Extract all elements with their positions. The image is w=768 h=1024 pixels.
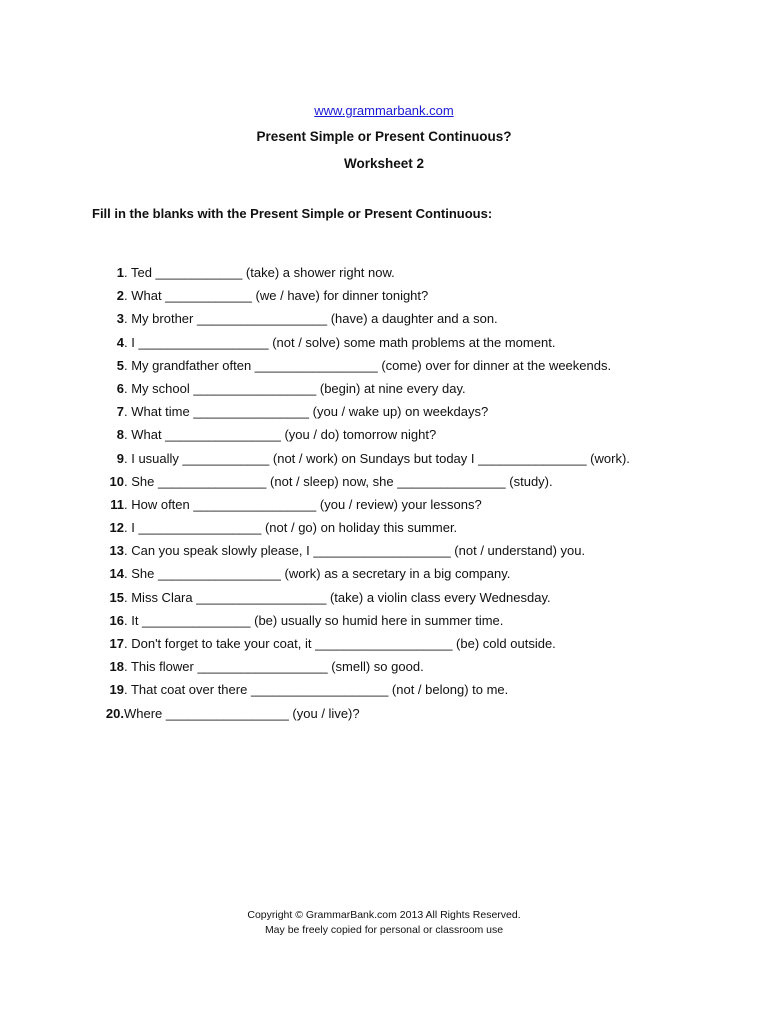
exercise-text: . My grandfather often _________________ (come) over for dinner at the weekends. [124,357,612,373]
exercise-text: . She _________________ (work) as a secretary in a big company. [124,566,511,582]
exercise-item [100,474,720,497]
exercise-text: . I __________________ (not / solve) some math problems at the moment. [124,334,556,350]
exercise-item [100,335,720,358]
exercise-number: 1 [116,265,124,280]
exercise-item [100,381,720,404]
exercise-item [100,427,720,450]
exercise-item [100,358,720,381]
footer-copyright: Copyright © GrammarBank.com 2013 All Rights Reserved. [247,909,521,921]
exercise-number: 16 [109,612,124,628]
page-title: Present Simple or Present Continuous? [256,129,512,144]
exercise-item [100,265,720,288]
exercise-text: . My brother __________________ (have) a daughter and a son. [124,311,498,327]
exercise-text: . This flower __________________ (smell) so good. [124,659,424,675]
exercise-text: . What ________________ (you / do) tomorrow night? [124,427,437,443]
exercise-list [100,265,720,729]
exercise-number: 11 [110,496,124,512]
exercise-item [100,636,720,659]
exercise-number: 9 [116,450,124,466]
exercise-text: . Ted ____________ (take) a shower right now. [124,265,395,280]
exercise-text: . How often _________________ (you / review) your lessons? [124,496,482,512]
exercise-item [100,288,720,311]
instructions: Fill in the blanks with the Present Simple or Present Continuous: [92,206,493,221]
exercise-text: . Can you speak slowly please, I ___________________ (not / understand) you. [124,543,586,559]
exercise-item [100,659,720,682]
page-subtitle: Worksheet 2 [343,156,425,171]
exercise-item [100,706,720,729]
exercise-number: 6 [116,380,124,396]
exercise-item [100,311,720,334]
exercise-text: . I usually ____________ (not / work) on Sundays but today I _______________ (work). [124,450,630,466]
exercise-text: . I _________________ (not / go) on holiday this summer. [124,520,458,536]
exercise-item [100,404,720,427]
exercise-text: . My school _________________ (begin) at nine every day. [124,380,466,396]
exercise-text: . What ____________ (we / have) for dinner tonight? [124,288,429,304]
exercise-text: . Don't forget to take your coat, it ___________________ (be) cold outside. [124,636,556,651]
exercise-item [100,590,720,613]
exercise-number: 5 [116,357,124,373]
exercise-item [100,451,720,474]
exercise-item [100,497,720,520]
exercise-number: 7 [116,404,124,420]
exercise-number: 4 [116,334,124,350]
footer-usage: May be freely copied for personal or classroom use [264,924,504,936]
site-link[interactable]: www.grammarbank.com [314,103,454,118]
exercise-number: 8 [116,427,124,443]
exercise-text: . That coat over there ___________________ (not / belong) to me. [124,682,509,698]
exercise-text: Where _________________ (you / live)? [124,705,360,721]
exercise-number: 2 [116,288,124,304]
exercise-text: . She _______________ (not / sleep) now, she _______________ (study). [124,473,553,489]
exercise-text: . It _______________ (be) usually so humid here in summer time. [124,612,504,628]
exercise-text: . What time ________________ (you / wake up) on weekdays? [124,404,489,420]
exercise-item [100,613,720,636]
exercise-number: 20. [105,705,124,721]
exercise-number: 12 [109,520,124,536]
exercise-number: 14 [109,566,124,582]
exercise-number: 18 [109,659,124,675]
exercise-number: 17 [109,636,124,651]
exercise-number: 15 [109,589,124,605]
exercise-item [100,543,720,566]
exercise-item [100,682,720,705]
exercise-text: . Miss Clara __________________ (take) a violin class every Wednesday. [124,589,551,605]
exercise-item [100,520,720,543]
exercise-number: 19 [109,682,124,698]
exercise-item [100,566,720,589]
exercise-number: 10 [109,473,124,489]
exercise-number: 3 [116,311,124,327]
exercise-number: 13 [109,543,124,559]
